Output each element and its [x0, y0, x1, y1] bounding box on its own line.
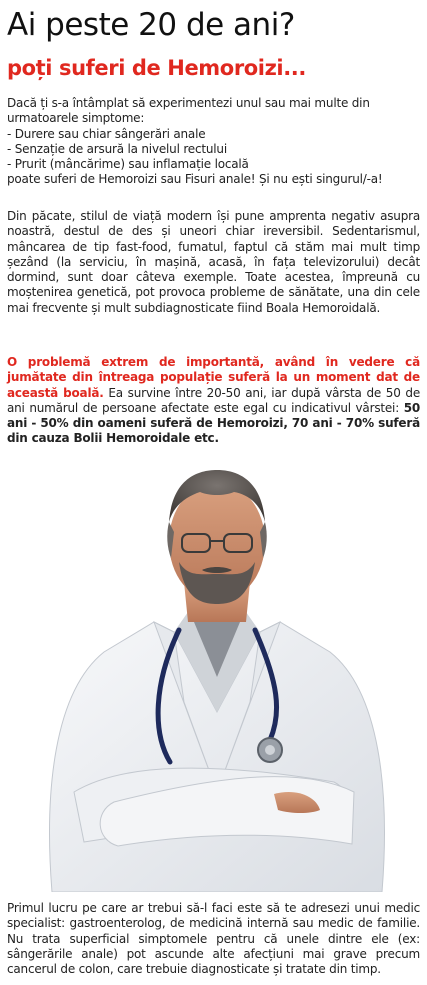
- intro-closing: poate suferi de Hemoroizi sau Fisuri anale! Și nu ești singurul/-a!: [7, 172, 383, 187]
- lifestyle-paragraph: Din păcate, stilul de viață modern își pune amprenta negativ asupra noastră, destul de des și uneori chiar ireversibil. Sedentarismul, mâncarea de tip fast-food, fumatul, faptul că stăm mai mult timp șezând (la serviciu, în mașină, acasă, în fața televizorului) decât dormind, sunt doar câteva exemple. Toate acestea, împreună cu moștenirea genetică, pot provoca probleme de sănătate, una din cele mai frecvente și mult subdiagnosticate fiind Boala Hemoroidală.: [7, 209, 420, 315]
- doctor-illustration: [34, 462, 400, 892]
- page-subtitle: poți suferi de Hemoroizi...: [7, 56, 306, 80]
- page-title: Ai peste 20 de ani?: [7, 7, 295, 43]
- problem-body: Ea survine între 20-50 ani, iar după vârsta de 50 de ani numărul de persoane afectate este egal cu indicativul vârstei:: [7, 385, 420, 415]
- intro-line: urmatoarele simptome:: [7, 111, 145, 126]
- symptom-item: - Durere sau chiar sângerări anale: [7, 126, 206, 141]
- symptom-item: - Prurit (mâncărime) sau inflamație locală: [7, 157, 249, 172]
- symptoms-paragraph: [7, 96, 420, 188]
- problem-paragraph: [7, 355, 420, 447]
- problem-highlight: O problemă extrem de importantă, având în vedere că jumătate din întreaga populație suferă la un moment dat de această boală.: [7, 355, 420, 400]
- problem-stats: 50 ani - 50% din oameni suferă de Hemoroizi, 70 ani - 70% suferă din cauza Bolii Hemoroidale etc.: [7, 400, 420, 446]
- advice-paragraph: Primul lucru pe care ar trebui să-l faci este să te adresezi unui medic specialist: gastroenterolog, de medicină internă sau medic de familie. Nu trata superficial simptomele pentru că unele dintre ele (ex: sângerările anale) pot ascunde alte afecțiuni mai grave precum cancerul de colon, care trebuie diagnosticate și tratate din timp.: [7, 901, 420, 977]
- symptom-item: - Senzație de arsură la nivelul rectului: [7, 141, 227, 156]
- intro-line: Dacă ți s-a întâmplat să experimentezi unul sau mai multe din: [7, 96, 370, 110]
